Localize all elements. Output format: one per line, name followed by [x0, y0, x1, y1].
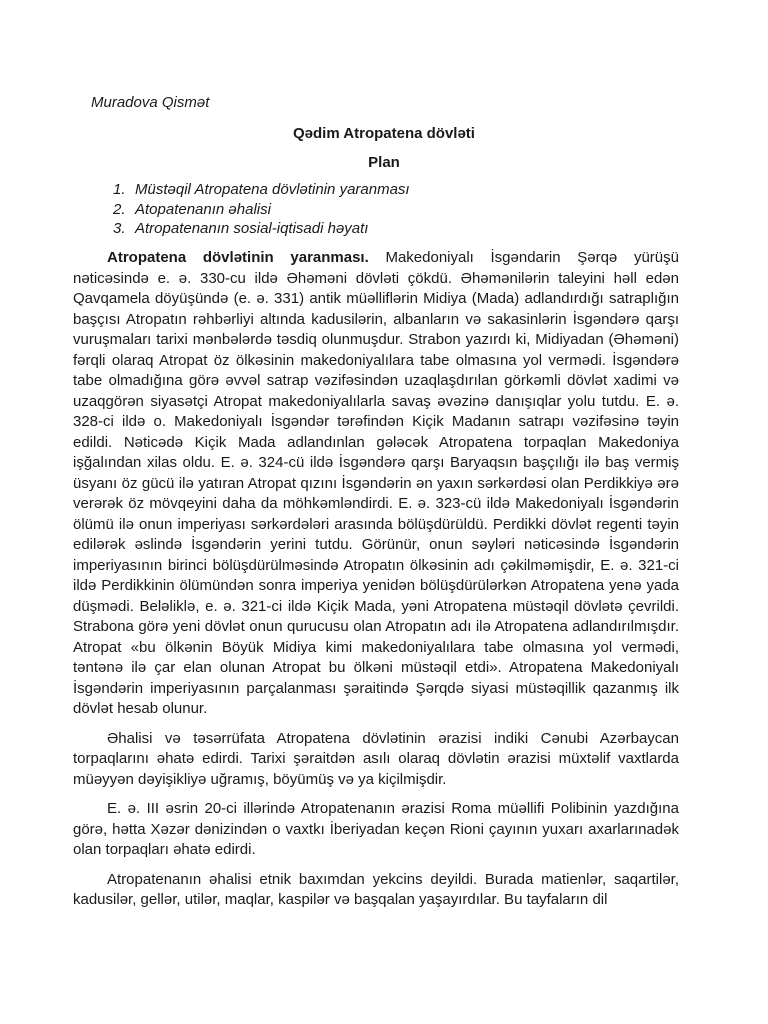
plan-item-number: 2. — [113, 200, 126, 218]
plan-heading: Plan — [368, 154, 400, 171]
plan-item-number: 3. — [113, 220, 126, 237]
plan-item — [113, 180, 673, 200]
plan-item — [113, 219, 673, 239]
paragraph-ethnic-composition — [73, 870, 679, 911]
plan-item-text: Müstəqil Atropatena dövlətinin yaranması — [135, 181, 410, 198]
paragraph-text: Əhalisi və təsərrüfata Atropatena dövlətinin ərazisi indiki Cənubi Azərbaycan torpaqlarını əhatə edirdi. Tarixi şəraitdən asılı olaraq dövlətin ərazisi müxtəlif vaxtlarda müəyyən dəyişikliyə uğramış, böyümüş və ya kiçilmişdir. — [73, 729, 679, 788]
plan-item-text: Atopatenanın əhalisi — [135, 200, 271, 218]
document-body — [73, 248, 679, 920]
document-title: Qədim Atropatena dövləti — [293, 125, 475, 142]
paragraph-text: E. ə. III əsrin 20-ci illərində Atropatenanın ərazisi Roma müəllifi Polibinin yazdığına görə, hətta Xəzər dənizindən o vaxtkı İberiyadan keçən Rioni çayının yuxarı axarlarınadək olan torpaqları əhatə edirdi. — [73, 800, 679, 858]
author-name: Muradova Qismət — [91, 94, 210, 111]
paragraph-text: Makedoniyalı İsgəndarin Şərqə yürüşü nəticəsində e. ə. 330-cu ildə Əhəməni dövləti çökdü. Əhəmənilərin taleyini həll edən Qavqamela döyüşündə (e. ə. 331) antik müəlliflərin Midiya (Mada) adlandırdığı satraplığın başçısı Atropatın rəhbərliyi altında kadusilərin, albanların və sakasinlərin İsgəndərə qarşı vuruşmaları tarixi mənbələrdə təsdiq olunmuşdur. Strabon yazırdı ki, Midiyadan (Əhəməni) fərqli olaraq Atropat öz ölkəsinin makedoniyalılara tabe olmasına yol vermədi. İsgəndərə tabe olmadığına görə əvvəl satrap vəzifəsindən uzaqlaşdırılan görkəmli dövlət xadimi və uzaqgörən siyasətçi Atropat makedoniyalılarla savaş əvəzinə danışıqlar yolu tutdu. E. ə. 328-ci ildə o. Makedoniyalı İsgəndər tərəfindən Kiçik Madanın satrapı vəzifəsinə təyin edildi. Nəticədə Kiçik Mada adlandınlan gələcək Atropatena torpaqlan Makedoniya işğalından xilas oldu. E. ə. 324-cü ildə İsgəndərə qarşı Baryaqsın başçılığı ilə baş vermiş üsyanı öz gücü ilə yatıran Atropat qızını İsgəndərin ən yaxın sərkərdəsi olan Perdikkiyə ərə verərək öz mövqeyini daha da möhkəmləndirdi. E. ə. 323-cü ildə Makedoniyalı İsgəndərin ölümü ilə onun imperiyası sərkərdələri arasında bölüşdürüldü. Perdikki dövlət regenti təyin edilərək əslində İsgəndərin yerini tutdu. Görünür, onun səyləri nəticəsində İsgəndərin imperiyasının birinci bölüşdürülməsində Atropatın ölkəsinin adı çəkilməmişdir, E. ə. 321-ci ildə Perdikkinin ölümündən sonra imperiya yenidən bölüşdürülərkən Atropatena yenə yada düşmədi. Beləliklə, e. ə. 321-ci ildə Kiçik Mada, yəni Atropatena müstəqil dövlətə çevrildi. Strabona görə yeni dövlət onun qurucusu olan Atropatın adı ilə Atropatena adlandırılmışdır. Atropat «bu ölkənin Böyük Midiya kimi makedoniyalılara tabe olmasına yol vermədi, təntənə ilə çar elan olunan Atropat bu ölkəni müstəqil etdi». Atropatena Makedoniyalı İsgəndərin imperiyasının parçalanması şəraitində Şərqdə siyasi müstəqillik qazanmış ilk dövlət hesab olunur. — [73, 249, 679, 717]
plan-list — [113, 180, 673, 239]
paragraph-text: Atropatenanın əhalisi etnik baxımdan yekcins deyildi. Burada matienlər, saqartilər, kadusilər, gellər, utilər, maqlar, kaspilər və başqalan yaşayırdılar. Bu tayfaların dil — [73, 870, 679, 908]
paragraph-lead-heading: Atropatena dövlətinin yaranması. — [107, 249, 369, 266]
paragraph-formation — [73, 248, 679, 720]
paragraph-territory — [73, 799, 679, 861]
plan-item — [113, 200, 673, 220]
plan-item-text: Atropatenanın sosial-iqtisadi həyatı — [135, 220, 369, 237]
paragraph-population-economy — [73, 729, 679, 791]
plan-item-number: 1. — [113, 181, 126, 198]
